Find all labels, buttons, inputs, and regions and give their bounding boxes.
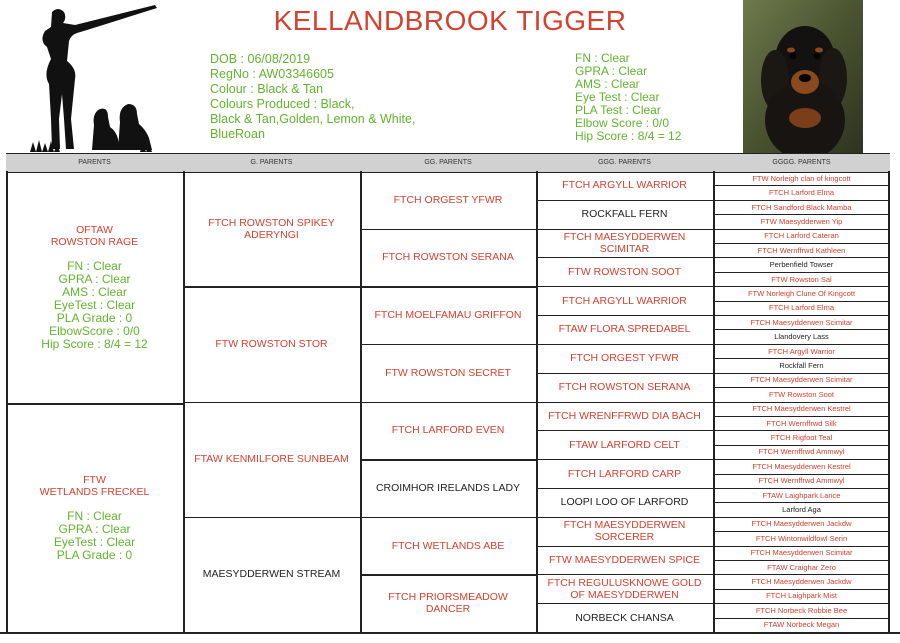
ggg-parent-cell: FTCH ARGYLL WARRIOR <box>562 294 687 307</box>
gggg-parent-cell: Rockfall Fern <box>779 360 824 370</box>
row-divider <box>713 416 890 417</box>
row-divider <box>360 574 536 576</box>
ggg-parent-cell: FTCH REGULUSKNOWE GOLD OF MAESYDDERWEN <box>547 576 702 601</box>
row-divider <box>713 459 890 460</box>
gggg-parent-cell: FTCH Wernffrwd Silk <box>766 418 837 428</box>
ggg-parent-cell: LOOPI LOO OF LARFORD <box>560 496 689 509</box>
gggg-parent-cell: FTCH Sandford Black Mamba <box>751 202 852 212</box>
row-divider <box>713 546 890 547</box>
column-divider <box>888 171 890 632</box>
dog-details <box>210 52 550 142</box>
colours-produced-line3: BlueRoan <box>210 127 265 141</box>
row-divider <box>713 200 890 201</box>
parent-dam <box>6 403 183 632</box>
ggg-parent-cell: FTW ROWSTON SOOT <box>568 265 681 278</box>
page-title: KELLANDBROOK TIGGER <box>273 5 627 36</box>
gggg-parent-cell: FTW Norleigh clan of kingcott <box>752 173 851 183</box>
ggg-parent-cell: NORBECK CHANSA <box>575 611 674 624</box>
bottom-border <box>0 632 900 634</box>
row-divider <box>536 315 713 316</box>
gggg-parent-cell: FTCH Maesydderwen Jackdw <box>751 519 852 529</box>
gg-parent-cell: FTW ROWSTON SECRET <box>385 366 511 379</box>
gggg-parent-cell: FTCH Maesydderwen Kestrel <box>752 404 851 414</box>
gggg-parent-cell: FTW Rowston Soot <box>768 389 835 399</box>
row-divider <box>360 229 536 231</box>
row-divider <box>183 517 360 519</box>
row-divider <box>713 272 890 273</box>
health-item: GPRA : Clear <box>575 64 648 78</box>
gggg-parent-cell: FTW Rowston Sal <box>771 274 832 284</box>
gggg-parent-cell: FTAW Laighpark Lance <box>762 490 841 500</box>
gg-parent-cell: FTCH ORGEST YFWR <box>393 193 503 206</box>
row-divider <box>713 229 890 230</box>
health-item: Eye Test : Clear <box>575 90 660 104</box>
test-item: AMS : Clear <box>62 284 127 299</box>
health-item: PLA Test : Clear <box>575 103 661 117</box>
row-divider <box>536 574 713 575</box>
ggg-parent-cell: FTCH LARFORD CARP <box>567 467 682 480</box>
row-divider <box>713 329 890 330</box>
health-item: AMS : Clear <box>575 77 640 91</box>
row-divider <box>713 344 890 345</box>
row-divider <box>360 517 536 519</box>
gggg-parent-cell: FTCH Maesydderwen Scimitar <box>750 375 853 385</box>
gggg-parent-cell: FTCH Larford Cateran <box>764 231 839 241</box>
health-results <box>575 52 681 143</box>
gggg-parent-cell: FTCH Rigfoot Teal <box>770 433 833 443</box>
gggg-parent-cell: FTCH Larford Elma <box>768 188 834 198</box>
row-divider <box>713 214 890 215</box>
grandparent-cell: FTCH ROWSTON SPIKEY ADERYNGI <box>208 216 335 241</box>
row-divider <box>536 257 713 258</box>
health-item: FN : Clear <box>575 51 630 65</box>
column-divider <box>360 171 362 632</box>
gg-parent-cell: FTCH ROWSTON SERANA <box>382 251 514 264</box>
row-divider <box>536 373 713 374</box>
sire-name-line1: OFTAW <box>76 223 113 236</box>
row-divider <box>536 603 713 604</box>
gggg-parent-cell: FTAW Craighar Zero <box>767 562 836 572</box>
row-divider <box>713 517 890 518</box>
row-divider <box>536 402 713 403</box>
row-divider <box>713 387 890 388</box>
row-divider <box>713 358 890 359</box>
row-divider <box>713 373 890 374</box>
gggg-parent-cell: FTCH Larford Elma <box>768 303 834 313</box>
dob-text: DOB : 06/08/2019 <box>210 52 311 66</box>
ggg-parent-cell: FTCH WRENFFRWD DIA BACH <box>548 409 701 422</box>
gggg-parent-cell: FTCH Argyll Warrior <box>768 346 835 356</box>
row-divider <box>713 243 890 244</box>
row-divider <box>713 315 890 316</box>
header-gggg-parents: GGGG. PARENTS <box>772 159 831 166</box>
row-divider <box>713 474 890 475</box>
test-item: Hip Score : 8/4 = 12 <box>41 336 148 351</box>
row-divider <box>713 430 890 431</box>
test-item: FN : Clear <box>67 508 122 523</box>
row-divider <box>183 286 360 288</box>
ggg-parent-cell: ROCKFALL FERN <box>581 208 668 221</box>
column-divider <box>6 171 8 632</box>
gggg-parent-cell: FTCH Maesydderwen Scimitar <box>750 548 853 558</box>
test-item: GPRA : Clear <box>58 521 131 536</box>
row-divider <box>536 430 713 431</box>
row-divider <box>713 445 890 446</box>
row-divider <box>536 200 713 201</box>
row-divider <box>713 589 890 590</box>
column-divider <box>713 171 715 632</box>
pedigree-table <box>6 171 890 632</box>
pedigree-header <box>6 153 890 173</box>
sire-tests <box>41 260 147 351</box>
row-divider <box>536 517 713 518</box>
test-item: FN : Clear <box>67 258 122 273</box>
dog-photo <box>743 0 863 153</box>
test-item: GPRA : Clear <box>58 271 131 286</box>
dam-tests <box>54 510 135 562</box>
ggg-parent-cell: FTAW FLORA SPREDABEL <box>558 323 691 336</box>
health-item: Elbow Score : 0/0 <box>575 116 670 130</box>
row-divider <box>360 344 536 346</box>
row-divider <box>713 488 890 489</box>
row-divider <box>536 459 713 460</box>
gggg-parent-cell: Larford Aga <box>782 505 821 515</box>
ggg-parent-cell: FTCH MAESYDDERWEN SORCERER <box>563 519 686 544</box>
row-divider <box>536 286 713 287</box>
row-divider <box>713 618 890 619</box>
dam-name-line2: WETLANDS FRECKEL <box>39 485 150 498</box>
ggg-parent-cell: FTCH ROWSTON SERANA <box>558 381 691 394</box>
row-divider <box>536 488 713 489</box>
row-divider <box>713 402 890 403</box>
gggg-parent-cell: FTAW Norbeck Megan <box>763 620 840 630</box>
row-divider <box>360 286 536 288</box>
ggg-parent-cell: FTCH ARGYLL WARRIOR <box>562 179 687 192</box>
dam-name-line1: FTW <box>83 473 106 486</box>
row-divider <box>6 403 183 405</box>
ggg-parent-cell: FTAW LARFORD CELT <box>569 438 680 451</box>
regno-text: RegNo : AW03346605 <box>210 67 334 81</box>
row-divider <box>713 560 890 561</box>
gg-parent-cell: FTCH LARFORD EVEN <box>391 424 505 437</box>
test-item: PLA Grade : 0 <box>56 310 133 325</box>
gggg-parent-cell: FTCH Wernffrwd Ammwyl <box>758 447 845 457</box>
gggg-parent-cell: FTW Norleigh Clune Of Kingcott <box>747 288 856 298</box>
gggg-parent-cell: FTCH Maesydderwen Kestrel <box>752 461 851 471</box>
gggg-parent-cell: FTCH Wernffrwd Ammwyl <box>758 476 845 486</box>
row-divider <box>536 344 713 345</box>
colours-produced-line2: Black & Tan,Golden, Lemon & White, <box>210 112 416 126</box>
row-divider <box>713 286 890 287</box>
header-g-parents: G. PARENTS <box>250 159 293 166</box>
gggg-parent-cell: FTCH Laighpark Mist <box>766 591 837 601</box>
gg-parent-cell: FTCH WETLANDS ABE <box>391 539 505 552</box>
ggg-parent-cell: FTW MAESYDDERWEN SPICE <box>549 553 700 566</box>
row-divider <box>713 531 890 532</box>
gggg-parent-cell: FTCH Wintonwildfowl Serin <box>755 533 848 543</box>
row-divider <box>713 301 890 302</box>
colours-produced-line1: Colours Produced : Black, <box>210 97 355 111</box>
parent-sire <box>6 171 183 403</box>
gg-parent-cell: CROIMHOR IRELANDS LADY <box>375 481 521 494</box>
colour-text: Colour : Black & Tan <box>210 82 324 96</box>
row-divider <box>713 502 890 503</box>
gggg-parent-cell: FTCH Maesydderwen Jackdw <box>751 577 852 587</box>
gggg-parent-cell: FTCH Norbeck Robbie Bee <box>755 605 848 615</box>
gg-parent-cell: FTCH PRIORSMEADOW DANCER <box>388 591 508 616</box>
sire-name-line2: ROWSTON RAGE <box>50 235 139 248</box>
gggg-parent-cell: FTCH Wernffrwd Kathleen <box>757 245 846 255</box>
row-divider <box>536 546 713 547</box>
health-item: Hip Score : 8/4 = 12 <box>575 129 682 143</box>
gggg-parent-cell: Perbenfield Towser <box>769 260 834 270</box>
row-divider <box>360 459 536 461</box>
hunter-silhouette-icon <box>30 2 160 152</box>
gggg-parent-cell: FTCH Maesydderwen Scimitar <box>750 317 853 327</box>
column-divider <box>183 171 185 632</box>
row-divider <box>713 574 890 575</box>
gggg-parent-cell: Llandovery Lass <box>774 332 829 342</box>
ggg-parent-cell: FTCH ORGEST YFWR <box>570 352 679 365</box>
ggg-parent-cell: FTCH MAESYDDERWEN SCIMITAR <box>563 231 686 256</box>
grandparent-cell: FTW ROWSTON STOR <box>215 337 328 350</box>
grandparent-cell: FTAW KENMILFORE SUNBEAM <box>194 453 349 466</box>
row-divider <box>536 229 713 230</box>
test-item: ElbowScore : 0/0 <box>49 323 140 338</box>
row-divider <box>713 257 890 258</box>
test-item: EyeTest : Clear <box>53 534 136 549</box>
header-parents: PARENTS <box>78 159 111 166</box>
row-divider <box>360 402 536 404</box>
grandparent-cell: MAESYDDERWEN STREAM <box>202 568 341 581</box>
gg-parent-cell: FTCH MOELFAMAU GRIFFON <box>374 309 522 322</box>
row-divider <box>713 185 890 186</box>
gggg-parent-cell: FTW Maesydderwen Yip <box>760 216 843 226</box>
row-divider <box>713 603 890 604</box>
test-item: EyeTest : Clear <box>53 297 136 312</box>
row-divider <box>183 402 360 404</box>
header-ggg-parents: GGG. PARENTS <box>598 159 651 166</box>
header-gg-parents: GG. PARENTS <box>424 159 472 166</box>
column-divider <box>536 171 538 632</box>
test-item: PLA Grade : 0 <box>56 547 133 562</box>
